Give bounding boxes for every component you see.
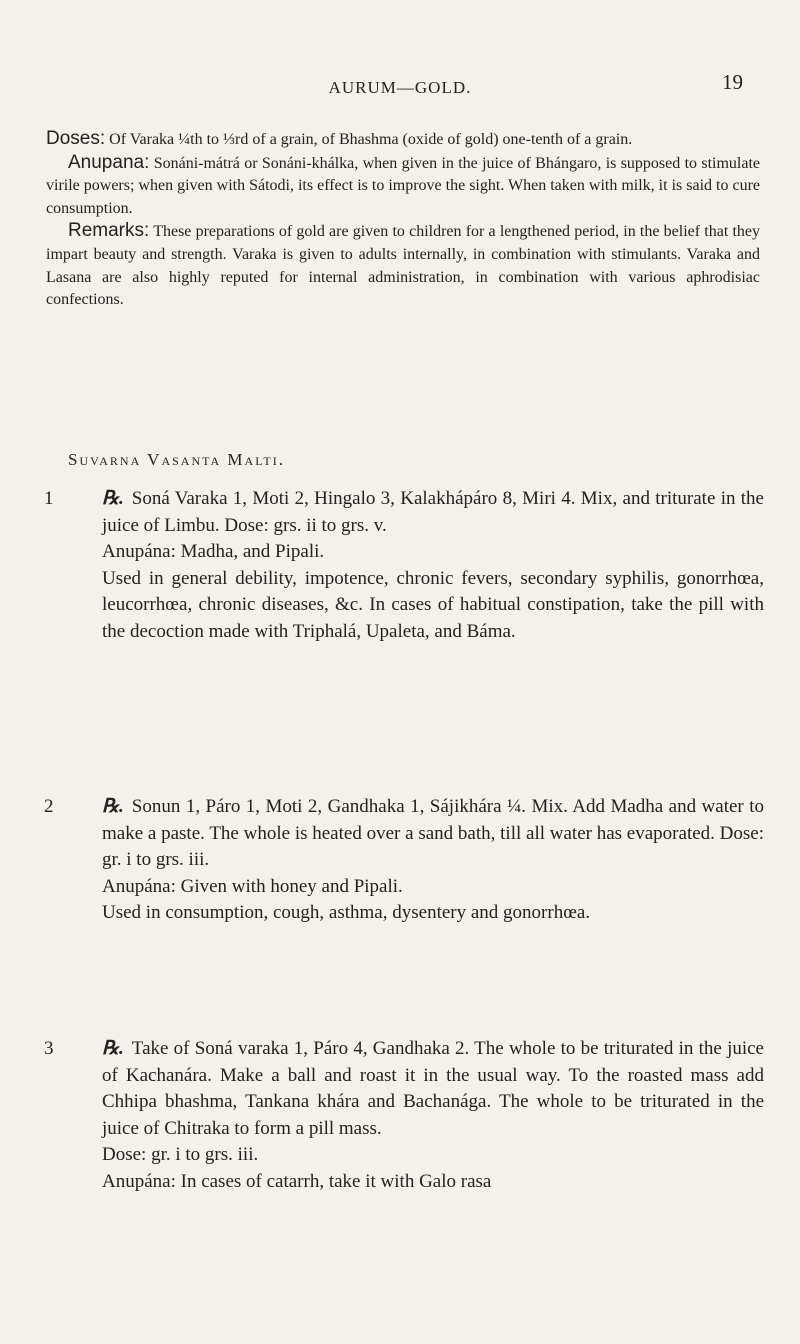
- recipe-line: Sonun 1, Páro 1, Moti 2, Gandhaka 1, Sájikhára ¼. Mix. Add Madha and water to make a paste. The whole is heated over a sand bath, till all water has evaporated. Dose: gr. i to grs. iii.: [102, 796, 764, 871]
- recipe-line: Anupána: Madha, and Pipali.: [102, 541, 325, 563]
- remarks-text: These preparations of gold are given to children for a lengthened period, in the belief that they impart beauty and strength. Varaka is given to adults internally, in combination with stimulants. Varaka and Lasana are also highly reputed for internal administration, in combination with various aphrodisiac confections.: [46, 223, 760, 309]
- recipe-body: [102, 1036, 764, 1196]
- anupana-text: Sonáni-mátrá or Sonáni-khálka, when given in the juice of Bhángaro, is supposed to stimulate virile powers; when given with Sátodi, its effect is to improve the sight. When taken with milk, it is said to cure consumption.: [46, 154, 761, 217]
- remarks-paragraph: [46, 220, 760, 311]
- recipe-2: [44, 794, 764, 927]
- recipe-1: [44, 486, 764, 646]
- recipe-number: 1: [44, 488, 54, 509]
- recipe-body: [102, 794, 764, 927]
- doses-paragraph: [46, 128, 760, 152]
- anupana-paragraph: [46, 152, 760, 221]
- recipe-line: Anupána: Given with honey and Pipali.: [102, 875, 403, 897]
- recipe-formula: [102, 486, 764, 539]
- recipe-3: [44, 1036, 764, 1196]
- running-head: AURUM—GOLD.: [328, 78, 472, 97]
- prescription-symbol: ℞.: [102, 796, 124, 817]
- doses-text: Of Varaka ¼th to ⅓rd of a grain, of Bhashma (oxide of gold) one-tenth of a grain.: [109, 131, 633, 148]
- recipe-body: [102, 486, 764, 646]
- page-number: 19: [722, 70, 743, 94]
- recipe-number: 2: [44, 796, 54, 817]
- recipe-line: Used in consumption, cough, asthma, dysentery and gonorrhœa.: [102, 902, 591, 924]
- anupana-label: Anupana:: [68, 151, 150, 173]
- prescription-symbol: ℞.: [102, 488, 124, 509]
- section-title: Suvarna Vasanta Malti.: [68, 450, 286, 469]
- recipe-number: 3: [44, 1038, 54, 1059]
- intro-block: [46, 128, 760, 312]
- recipe-formula: [102, 794, 764, 874]
- recipe-line: Take of Soná varaka 1, Páro 4, Gandhaka 2. The whole to be triturated in the juice of Kachanára. Make a ball and roast it in the usual way. To the roasted mass add Chhipa bhashma, Tankana khára and Bachanága. The whole to be triturated in the juice of Chitraka to form a pill mass.: [102, 1038, 764, 1139]
- doses-label: Doses:: [46, 128, 106, 149]
- recipe-line: Anupána: In cases of catarrh, take it with Galo rasa: [102, 1170, 492, 1192]
- remarks-label: Remarks:: [68, 220, 150, 242]
- recipe-formula: [102, 1036, 764, 1142]
- recipe-line: Used in general debility, impotence, chronic fevers, secondary syphilis, gonorrhœa, leucorrhœa, chronic diseases, &c. In cases of habitual constipation, take the pill with the decoction made with Triphalá, Upaleta, and Báma.: [102, 567, 764, 642]
- recipe-line: Soná Varaka 1, Moti 2, Hingalo 3, Kalakhápáro 8, Miri 4. Mix, and triturate in the juice of Limbu. Dose: grs. ii to grs. v.: [102, 488, 764, 536]
- prescription-symbol: ℞.: [102, 1038, 124, 1059]
- recipe-line: Dose: gr. i to grs. iii.: [102, 1144, 259, 1166]
